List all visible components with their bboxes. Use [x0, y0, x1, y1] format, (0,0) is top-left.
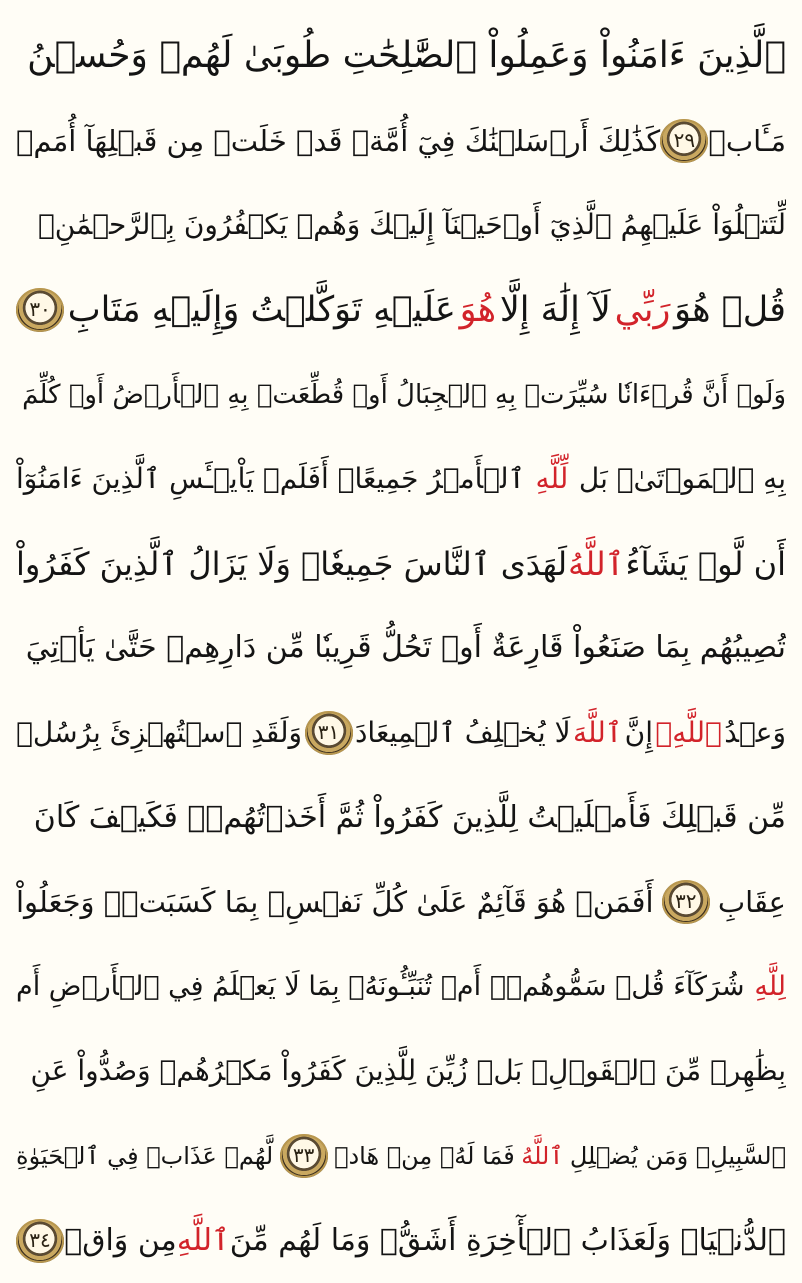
- text-line: [16, 775, 786, 860]
- text-line: [16, 99, 786, 184]
- ayah-number-marker: [662, 880, 710, 924]
- verse-text: ٱلۡأَمۡرُ جَمِيعًاۗ أَفَلَمۡ يَاْيۡـَٔسِ ٱلَّذِينَ ءَامَنُوٓاْ: [16, 462, 525, 496]
- divine-name-text: ٱللَّهَ: [572, 716, 623, 750]
- ayah-number-marker: [16, 288, 64, 332]
- verse-text: لَهَدَى ٱلنَّاسَ جَمِيعٗاۗ وَلَا يَزَالُ ٱلَّذِينَ كَفَرُواْ: [16, 544, 568, 583]
- verse-text: شُرَكَآءَ قُلۡ سَمُّوهُمۡۚ أَمۡ تُنَبِّـُٔونَهُۥ بِمَا لَا يَعۡلَمُ فِي ٱلۡأَرۡضِ أَم: [16, 970, 745, 1002]
- ayah-number: ٣٢: [674, 889, 697, 914]
- verse-text: فَمَا لَهُۥ مِنۡ هَادٖ: [334, 1142, 515, 1171]
- verse-text: وَعۡدُ: [724, 716, 786, 750]
- ayah-number: ٢٩: [673, 127, 696, 152]
- verse-text: مِّن قَبۡلِكَ فَأَمۡلَيۡتُ لِلَّذِينَ كَفَرُواْ ثُمَّ أَخَذۡتُهُمۡۖ فَكَيۡفَ كَانَ: [33, 799, 786, 835]
- ayah-number: ٣٣: [292, 1143, 315, 1168]
- divine-name-text: ٱللَّهُ: [568, 544, 625, 583]
- divine-name-text: هُوَ: [459, 290, 497, 331]
- text-line: [16, 1114, 786, 1199]
- divine-name-text: ٱللَّهِۚ: [655, 716, 722, 750]
- verse-text: بِظَٰهِرٖ مِّنَ ٱلۡقَوۡلِۗ بَلۡ زُيِّنَ لِلَّذِينَ كَفَرُواْ مَكۡرُهُمۡ وَصُدُّواْ عَنِ: [30, 1054, 786, 1088]
- text-line: [16, 183, 786, 268]
- text-line: [16, 268, 786, 353]
- text-line: [16, 860, 786, 945]
- verse-text: إِنَّ: [624, 716, 653, 750]
- verse-text: لِّتَتۡلُوَاْ عَلَيۡهِمُ ٱلَّذِيٓ أَوۡحَيۡنَآ إِلَيۡكَ وَهُمۡ يَكۡفُرُونَ بِٱلرَّحۡمَٰنِۚ: [37, 208, 786, 242]
- divine-name-text: لِلَّهِ: [754, 970, 786, 1002]
- verse-text: أَن لَّوۡ يَشَآءُ: [625, 544, 786, 583]
- verse-text: لَآ إِلَٰهَ إِلَّا: [499, 290, 611, 331]
- verse-text: ٱلسَّبِيلِۗ وَمَن يُضۡلِلِ: [569, 1142, 786, 1171]
- ayah-number-marker: [16, 1219, 64, 1263]
- verse-text: عِقَابِ: [717, 885, 786, 920]
- text-line: [16, 691, 786, 776]
- text-line: [16, 437, 786, 522]
- verse-text: مِن وَاقٖ: [64, 1222, 177, 1258]
- verse-text: لَّهُمۡ عَذَابٞ فِي ٱلۡحَيَوٰةِ: [16, 1142, 274, 1171]
- ayah-number-marker: [305, 711, 353, 755]
- verse-text: مَـَٔابٖ: [708, 123, 786, 158]
- verse-text: أَفَمَنۡ هُوَ قَآئِمٌ عَلَىٰ كُلِّ نَفۡسِۢ بِمَا كَسَبَتۡۗ وَجَعَلُواْ: [16, 885, 654, 920]
- divine-name-text: لِّلَّهِ: [535, 462, 569, 496]
- verse-text: وَلَوۡ أَنَّ قُرۡءَانٗا سُيِّرَتۡ بِهِ ٱلۡجِبَالُ أَوۡ قُطِّعَتۡ بِهِ ٱلۡأَرۡضُ أَوۡ كُلِّمَ: [22, 379, 786, 410]
- verse-text: قُلۡ هُوَ: [674, 290, 786, 331]
- text-line: [16, 945, 786, 1030]
- ayah-number: ٣١: [317, 720, 340, 745]
- verse-text: ٱلدُّنۡيَاۖ وَلَعَذَابُ ٱلۡأٓخِرَةِ أَشَقُّۖ وَمَا لَهُم مِّنَ: [229, 1222, 786, 1258]
- text-line: [16, 1198, 786, 1283]
- divine-name-text: ٱللَّهُ: [521, 1142, 564, 1171]
- ayah-number: ٣٠: [29, 297, 51, 322]
- verse-text: عَلَيۡهِ تَوَكَّلۡتُ وَإِلَيۡهِ مَتَابِ: [67, 290, 456, 331]
- text-line: [16, 606, 786, 691]
- text-line: [16, 352, 786, 437]
- verse-text: وَلَقَدِ ٱسۡتُهۡزِئَ بِرُسُلٖ: [16, 716, 303, 750]
- verse-text: لَا يُخۡلِفُ ٱلۡمِيعَادَ: [354, 716, 571, 750]
- verse-text: كَذَٰلِكَ أَرۡسَلۡنَٰكَ فِيٓ أُمَّةٖ قَدۡ خَلَتۡ مِن قَبۡلِهَآ أُمَمٞ: [16, 123, 661, 158]
- ayah-number-marker: [280, 1134, 328, 1178]
- text-line: [16, 1029, 786, 1114]
- verse-text: ٱلَّذِينَ ءَامَنُواْ وَعَمِلُواْ ٱلصَّٰلِحَٰتِ طُوبَىٰ لَهُمۡ وَحُسۡنُ: [27, 35, 786, 77]
- verse-text: بِهِ ٱلۡمَوۡتَىٰۗ بَل: [578, 462, 786, 496]
- ayah-number: ٣٤: [29, 1227, 51, 1252]
- text-line: [16, 14, 786, 99]
- divine-name-text: ٱللَّهِ: [176, 1222, 230, 1258]
- ayah-number-marker: [660, 119, 708, 163]
- divine-name-text: رَبِّي: [614, 290, 671, 331]
- text-line: [16, 522, 786, 607]
- verse-text: تُصِيبُهُم بِمَا صَنَعُواْ قَارِعَةٌ أَوۡ تَحُلُّ قَرِيبٗا مِّن دَارِهِمۡ حَتَّىٰ يَأۡتِيَ: [25, 630, 786, 666]
